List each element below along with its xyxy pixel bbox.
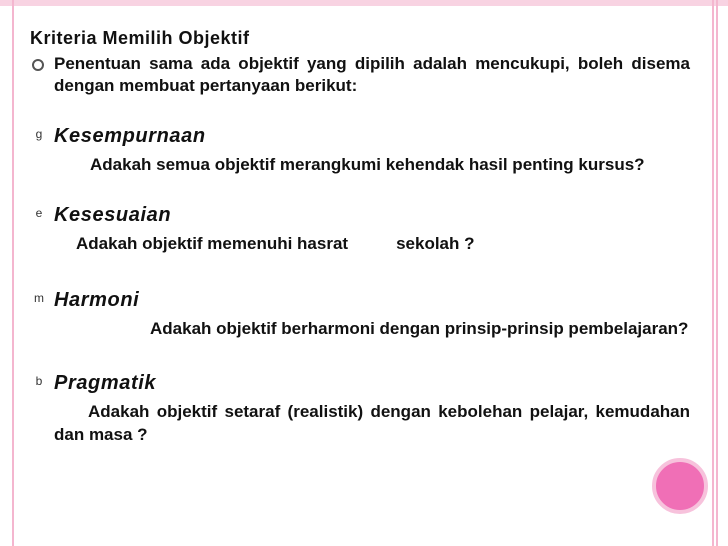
top-decor-strip: [0, 0, 728, 6]
intro-item: [30, 53, 690, 97]
bullet-glyph-icon: m: [34, 291, 44, 305]
criteria-item-kesempurnaan: [30, 123, 690, 176]
left-frame-line: [12, 0, 14, 546]
bullet-glyph-icon: g: [35, 127, 43, 141]
ring-bullet-icon: [32, 59, 44, 71]
slide-content: [30, 28, 690, 446]
criteria-text-part-b: sekolah ?: [396, 234, 475, 253]
criteria-text: Adakah semua objektif merangkumi kehendak hasil penting kursus?: [90, 155, 645, 174]
criteria-text: [54, 232, 690, 255]
slide-title: Kriteria Memilih Objektif: [30, 28, 250, 48]
criteria-heading: Kesempurnaan: [54, 125, 206, 147]
intro-text: Penentuan sama ada objektif yang dipilih adalah mencukupi, boleh disema dengan membuat pertanyaan berikut:: [54, 54, 690, 95]
criteria-item-pragmatik: [30, 370, 690, 446]
criteria-heading: Harmoni: [54, 289, 140, 311]
criteria-text: Adakah objektif berharmoni dengan prinsip-prinsip pembelajaran?: [150, 319, 689, 338]
criteria-text: Adakah objektif setaraf (realistik) dengan kebolehan pelajar, kemudahan dan masa ?: [54, 402, 690, 444]
criteria-heading: Pragmatik: [54, 372, 157, 394]
right-frame-line: [712, 0, 714, 546]
right-frame-line-outer: [716, 0, 718, 546]
criteria-text-part-a: Adakah objektif memenuhi hasrat: [76, 234, 349, 253]
criteria-heading: Kesesuaian: [54, 204, 172, 226]
bullet-glyph-icon: b: [35, 374, 43, 388]
decorative-circle: [652, 458, 708, 514]
bullet-glyph-icon: e: [35, 206, 43, 220]
criteria-item-harmoni: [30, 287, 690, 340]
criteria-item-kesesuaian: [30, 202, 690, 255]
